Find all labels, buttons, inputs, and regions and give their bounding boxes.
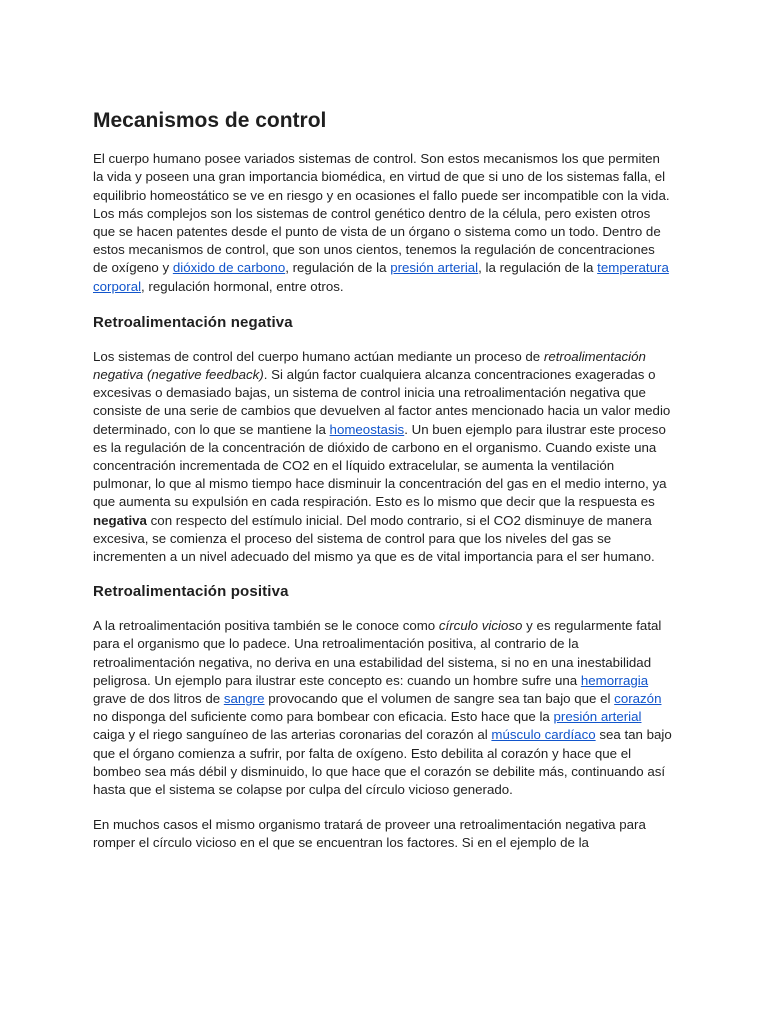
intro-text-4: , regulación hormonal, entre otros. [141, 278, 344, 294]
link-presion-arterial[interactable]: presión arterial [390, 260, 479, 276]
heading-retroalimentacion-negativa: Retroalimentación negativa [93, 313, 293, 331]
neg-text-2: . Si algún factor cualquiera alcanza concentraciones exageradas o excesivas o demasiado bajas, un sistema de control inicia una retroalimentación negativa que consiste de una serie de cambios que devuelven al factor antes mencionado hacia un valor medio determinado, con lo que se mantiene la [93, 367, 671, 437]
link-temperatura-corporal[interactable]: temperatura corporal [93, 260, 669, 294]
pos-text-2: y es regularmente fatal para el organismo que lo padece. Una retroalimentación positiva, al contrario de la retroalimentación negativa, no deriva en una estabilidad del sistema, si no en una inestabilidad peligrosa. Un ejemplo para ilustrar este concepto es: cuando un hombre sufre una [93, 618, 662, 688]
neg-text-1: Los sistemas de control del cuerpo humano actúan mediante un proceso de [93, 348, 544, 364]
intro-text-1: El cuerpo humano posee variados sistemas de control. Son estos mecanismos los que permiten la vida y poseen una gran importancia biomédica, en virtud de que si uno de los sistemas falla, el equilibrio homeostático se ve en riesgo y en ocasiones el fallo puede ser incompatible con la vida. Los más complejos son los sistemas de control genético dentro de la célula, pero existen otros que se hacen patentes desde el punto de vista de un órgano o sistema como un todo. Dentro de estos mecanismos de control, que son unos cientos, tenemos la regulación de concentraciones de oxígeno y [93, 151, 670, 276]
pos-text-3: grave de dos litros de [93, 691, 224, 707]
neg-bold: negativa [93, 512, 147, 528]
neg-text-3: . Un buen ejemplo para ilustrar este proceso es la regulación de la concentración de dióxido de carbono en el organismo. Cuando existe una concentración incrementada de CO2 en el líquido extracelular, se aumenta la ventilación pulmonar, lo que al mismo tiempo hace disminuir la concentración del gas en el medio interno, ya que aumenta su expulsión en cada respiración. Esto es lo mismo que decir que la respuesta es [93, 421, 667, 510]
closing-paragraph: En muchos casos el mismo organismo tratará de proveer una retroalimentación negativa para romper el círculo vicioso en el que se encuentran los factores. Si en el ejemplo de la [93, 817, 646, 851]
link-hemorragia[interactable]: hemorragia [580, 672, 649, 688]
neg-text-4: con respecto del estímulo inicial. Del modo contrario, si el CO2 disminuye de manera excesiva, se comienza el proceso del sistema de control para que los niveles del gas se incrementen a un nivel adecuado del mismo ya que es de vital importancia para el ser humano. [93, 512, 655, 565]
link-presion-arterial-2[interactable]: presión arterial [553, 709, 642, 725]
negative-feedback-paragraph [93, 348, 673, 566]
link-corazon[interactable]: corazón [614, 691, 662, 707]
pos-text-6: caiga y el riego sanguíneo de las arterias coronarias del corazón al [93, 727, 492, 743]
heading-retroalimentacion-positiva: Retroalimentación positiva [93, 583, 289, 601]
pos-emphasis: círculo vicioso [438, 618, 523, 634]
intro-text-3: , la regulación de la [478, 260, 598, 276]
positive-feedback-paragraph [93, 617, 673, 799]
pos-text-7: sea tan bajo que el órgano comienza a sufrir, por falta de oxígeno. Esto debilita al corazón y hace que el bombeo sea más débil y disminuido, lo que hace que el corazón se debilite más, continuando así hasta que el sistema se colapse por culpa del círculo vicioso generado. [93, 727, 672, 798]
pos-text-1: A la retroalimentación positiva también se le conoce como [93, 618, 439, 634]
pos-text-5: no disponga del suficiente como para bombear con eficacia. Esto hace que la [93, 709, 554, 725]
neg-emphasis: retroalimentación negativa (negative feedback) [93, 348, 646, 383]
intro-text-2: , regulación de la [285, 260, 391, 276]
pos-text-4: provocando que el volumen de sangre sea tan bajo que el [264, 691, 615, 707]
link-musculo-cardiaco[interactable]: músculo cardíaco [491, 727, 596, 743]
link-sangre[interactable]: sangre [223, 691, 265, 707]
link-homeostasis[interactable]: homeostasis [329, 421, 405, 437]
intro-paragraph [93, 150, 673, 296]
page-title: Mecanismos de control [93, 109, 327, 132]
link-dioxido-de-carbono[interactable]: dióxido de carbono [172, 260, 286, 276]
document-page [93, 108, 673, 870]
